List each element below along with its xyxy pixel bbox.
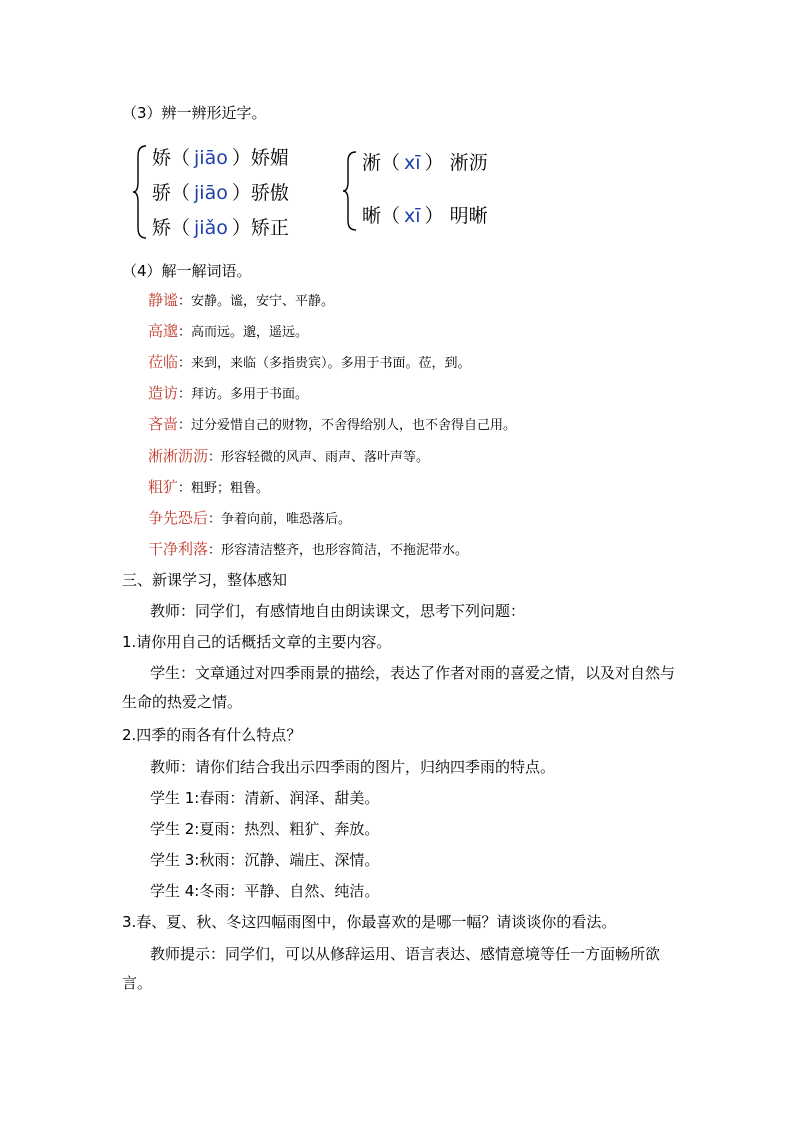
- vocab-def: ：粗野；粗鲁。: [178, 481, 270, 496]
- vocab-def: ：安静。谧，安宁、平静。: [178, 294, 335, 309]
- vocab-term: 淅淅沥沥: [148, 447, 209, 465]
- vocab-item: [148, 352, 471, 374]
- vocab-def: ：争着向前，唯恐落后。: [208, 512, 352, 527]
- vocab-term: 争先恐后: [148, 509, 209, 527]
- pinyin: xī: [404, 205, 421, 227]
- pinyin: jiǎo: [194, 217, 228, 239]
- char-row: [152, 180, 289, 206]
- word: 明晰: [449, 205, 488, 227]
- pinyin: jiāo: [194, 147, 228, 169]
- paren-open: （: [171, 217, 191, 239]
- word: 淅沥: [449, 152, 488, 174]
- vocab-item: [148, 414, 516, 436]
- vocab-term: 造访: [148, 384, 179, 402]
- word: 骄傲: [250, 182, 289, 204]
- paren-open: （: [381, 205, 401, 227]
- vocab-item: [148, 508, 351, 530]
- paren-close: ）: [424, 205, 444, 227]
- char-row: [152, 215, 289, 241]
- char-row: [362, 203, 488, 229]
- vocab-def: ：拜访。多用于书面。: [178, 387, 309, 402]
- vocab-item: [148, 383, 308, 405]
- heading-4: （4）解一解词语。: [122, 262, 252, 280]
- left-brace-icon: [342, 150, 358, 232]
- question-3: 3.春、夏、秋、冬这四幅雨图中，你最喜欢的是哪一幅？请谈谈你的看法。: [122, 913, 617, 931]
- vocab-def: ：来到，来临（多指贵宾）。多用于书面。莅，到。: [178, 356, 471, 371]
- teacher-line: 教师：同学们，有感情地自由朗读课文，思考下列问题：: [150, 602, 526, 620]
- student-line: 学生 2:夏雨：热烈、粗犷、奔放。: [150, 820, 380, 838]
- pinyin: jiāo: [194, 182, 228, 204]
- char-row: [152, 145, 289, 171]
- student-line: 学生 3:秋雨：沉静、端庄、深情。: [150, 851, 380, 869]
- char-row: [362, 150, 488, 176]
- answer-1: 学生：文章通过对四季雨景的描绘，表达了作者对雨的喜爱之情，以及对自然与生命的热爱之情。: [122, 664, 676, 711]
- vocab-item: [148, 446, 429, 468]
- vocab-term: 干净利落: [148, 540, 209, 558]
- vocab-def: ：过分爱惜自己的财物，不舍得给别人，也不舍得自己用。: [178, 418, 517, 433]
- paren-open: （: [171, 147, 191, 169]
- vocab-item: [148, 290, 334, 312]
- vocab-def: ：形容清洁整齐，也形容简洁，不拖泥带水。: [208, 543, 469, 558]
- student-line: 学生 1:春雨：清新、润泽、甜美。: [150, 789, 380, 807]
- section-title: 三、新课学习，整体感知: [122, 571, 288, 589]
- vocab-term: 高邈: [148, 322, 179, 340]
- word: 娇媚: [250, 147, 289, 169]
- vocab-def: ：形容轻微的风声、雨声、落叶声等。: [208, 450, 430, 465]
- pinyin: xī: [404, 152, 421, 174]
- question-2: 2.四季的雨各有什么特点？: [122, 726, 302, 744]
- char: 娇: [152, 147, 172, 169]
- student-line: 学生 4:冬雨：平静、自然、纯洁。: [150, 882, 380, 900]
- vocab-def: ：高而远。邈，遥远。: [178, 325, 309, 340]
- paren-open: （: [171, 182, 191, 204]
- vocab-term: 莅临: [148, 353, 179, 371]
- vocab-term: 吝啬: [148, 415, 179, 433]
- paren-close: ）: [231, 217, 251, 239]
- char: 矫: [152, 217, 172, 239]
- teacher-line: 教师：请你们结合我出示四季雨的图片，归纳四季雨的特点。: [150, 758, 556, 776]
- vocab-item: [148, 539, 468, 561]
- paren-open: （: [381, 152, 401, 174]
- word: 矫正: [250, 217, 289, 239]
- teacher-hint: 教师提示：同学们，可以从修辞运用、语言表达、感情意境等任一方面畅所欲言。: [122, 945, 661, 992]
- paren-close: ）: [231, 182, 251, 204]
- left-brace-icon: [132, 144, 148, 240]
- vocab-term: 静谧: [148, 291, 179, 309]
- char: 晰: [362, 205, 382, 227]
- vocab-term: 粗犷: [148, 478, 179, 496]
- paren-close: ）: [424, 152, 444, 174]
- char: 淅: [362, 152, 382, 174]
- question-1: 1.请你用自己的话概括文章的主要内容。: [122, 633, 392, 651]
- char: 骄: [152, 182, 172, 204]
- paren-close: ）: [231, 147, 251, 169]
- heading-3: （3）辨一辨形近字。: [122, 104, 267, 122]
- vocab-item: [148, 477, 269, 499]
- vocab-item: [148, 321, 308, 343]
